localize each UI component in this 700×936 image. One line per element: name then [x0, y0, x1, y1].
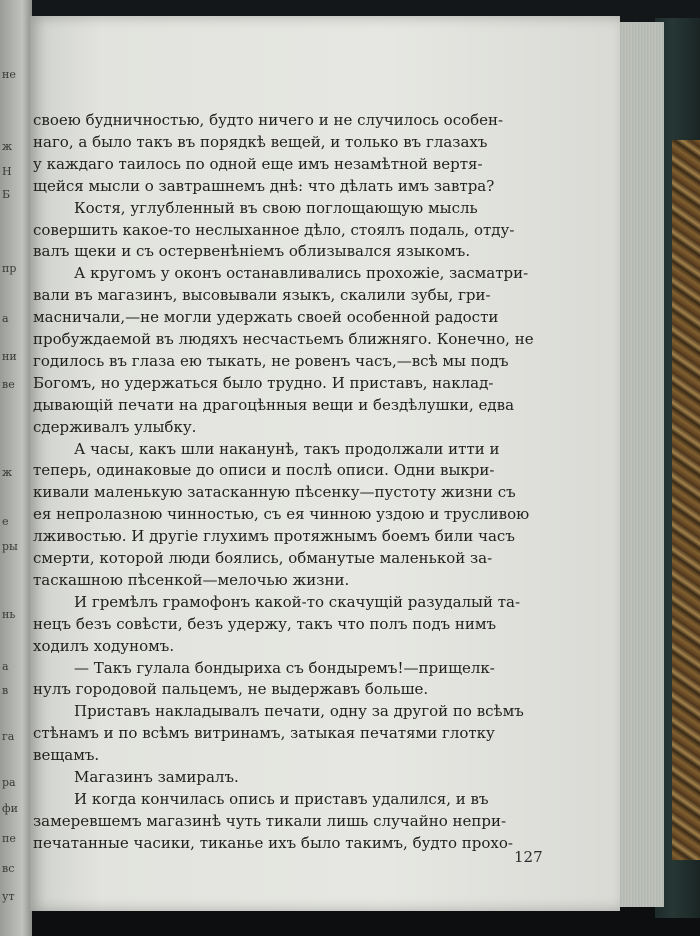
- facing-page-fragment: в: [2, 684, 9, 697]
- facing-page-fragment: а: [2, 660, 9, 673]
- text-line: сдерживалъ улыбку.: [33, 417, 197, 436]
- text-line: валъ щеки и съ остервенѣніемъ облизывался языкомъ.: [33, 242, 471, 261]
- facing-page-fragment: пр: [2, 262, 17, 275]
- book-page: [30, 16, 620, 911]
- text-line: смерти, которой люди боялись, обманутые маленькой за-: [33, 549, 493, 567]
- facing-page-fragment: ж: [2, 466, 13, 479]
- text-line: И когда кончилась опись и приставъ удалился, и въ: [74, 789, 489, 808]
- text-line: — Такъ гулала бондыриха съ бондыремъ!—прищелк-: [74, 658, 495, 677]
- facing-page-fragment: га: [2, 730, 15, 743]
- facing-page-fragment: е: [2, 515, 9, 528]
- text-line: Костя, углубленный въ свою поглощающую мысль: [74, 198, 478, 217]
- text-line: А часы, какъ шли наканунѣ, такъ продолжали итти и: [74, 439, 500, 458]
- text-line: лживостью. И другіе глухимъ протяжнымъ боемъ били часъ: [33, 527, 515, 546]
- facing-page-fragment: Н: [2, 165, 12, 178]
- text-line: наго, а было такъ въ порядкѣ вещей, и только въ глазахъ: [33, 132, 488, 151]
- facing-page-fragment: вс: [2, 862, 15, 875]
- marbled-endpaper: [672, 140, 700, 860]
- text-line: Магазинъ замиралъ.: [74, 768, 239, 786]
- text-line: щейся мысли о завтрашнемъ днѣ: что дѣлать имъ завтра?: [33, 176, 495, 195]
- facing-page-fragment: Б: [2, 188, 11, 201]
- text-line: у каждаго таилось по одной еще имъ незамѣтной вертя-: [33, 154, 483, 173]
- text-line: ея непролазною чинностью, съ ея чинною уздою и трусливою: [33, 505, 530, 524]
- text-line: годилось въ глаза ею тыкать, не ровенъ часъ,—всѣ мы подъ: [33, 351, 509, 370]
- facing-page-fragment: ры: [2, 540, 18, 553]
- text-line: дывающій печати на драгоцѣнныя вещи и бездѣлушки, едва: [33, 395, 515, 414]
- text-line: И гремѣлъ грамофонъ какой-то скачущій разудалый та-: [74, 592, 521, 611]
- facing-page-fragment: пе: [2, 832, 16, 845]
- text-line: кивали маленькую затасканную пѣсенку—пустоту жизни съ: [33, 483, 516, 502]
- text-line: замеревшемъ магазинѣ чуть тикали лишь случайно непри-: [33, 811, 507, 830]
- facing-page-fragment: а: [2, 312, 9, 325]
- text-line: стѣнамъ и по всѣмъ витринамъ, затыкая печатями глотку: [33, 724, 495, 743]
- facing-page-fragment: ни: [2, 350, 17, 363]
- text-line: нецъ безъ совѣсти, безъ удержу, такъ что полъ подъ нимъ: [33, 614, 497, 633]
- text-line: Приставъ накладывалъ печати, одну за другой по всѣмъ: [74, 702, 524, 721]
- facing-page-fragment: нь: [2, 608, 16, 621]
- text-line: нулъ городовой пальцемъ, не выдержавъ больше.: [33, 680, 429, 699]
- text-line: таскашною пѣсенкой—мелочью жизни.: [33, 570, 350, 589]
- page-block-edge: [614, 22, 664, 907]
- facing-page-fragment: ут: [2, 890, 15, 903]
- page-number: 127: [514, 848, 543, 866]
- text-line: А кругомъ у оконъ останавливались прохожіе, засматри-: [74, 264, 529, 283]
- text-line: своею будничностью, будто ничего и не случилось особен-: [33, 111, 504, 129]
- facing-page-fragment: ж: [2, 140, 13, 153]
- text-line: пробуждаемой въ людяхъ несчастьемъ ближняго. Конечно, не: [33, 330, 534, 348]
- text-line: масничали,—не могли удержать своей особенной радости: [33, 308, 499, 327]
- text-line: вещамъ.: [33, 746, 100, 765]
- facing-page-fragment: ра: [2, 776, 16, 789]
- facing-page-fragment: не: [2, 68, 16, 81]
- text-line: теперь, одинаковые до описи и послѣ описи. Одни выкри-: [33, 461, 495, 480]
- text-line: печатанные часики, тиканье ихъ было такимъ, будто прохо-: [33, 833, 513, 852]
- text-line: Богомъ, но удержаться было трудно. И приставъ, наклад-: [33, 373, 494, 392]
- facing-page-fragment: фи: [2, 802, 18, 815]
- facing-page: [0, 0, 32, 936]
- facing-page-fragment: вe: [2, 378, 15, 391]
- text-line: вали въ магазинъ, высовывали языкъ, скалили зубы, гри-: [33, 286, 491, 305]
- text-line: ходилъ ходуномъ.: [33, 636, 175, 655]
- text-line: совершить какое-то неслыханное дѣло, стоялъ подаль, отду-: [33, 220, 515, 239]
